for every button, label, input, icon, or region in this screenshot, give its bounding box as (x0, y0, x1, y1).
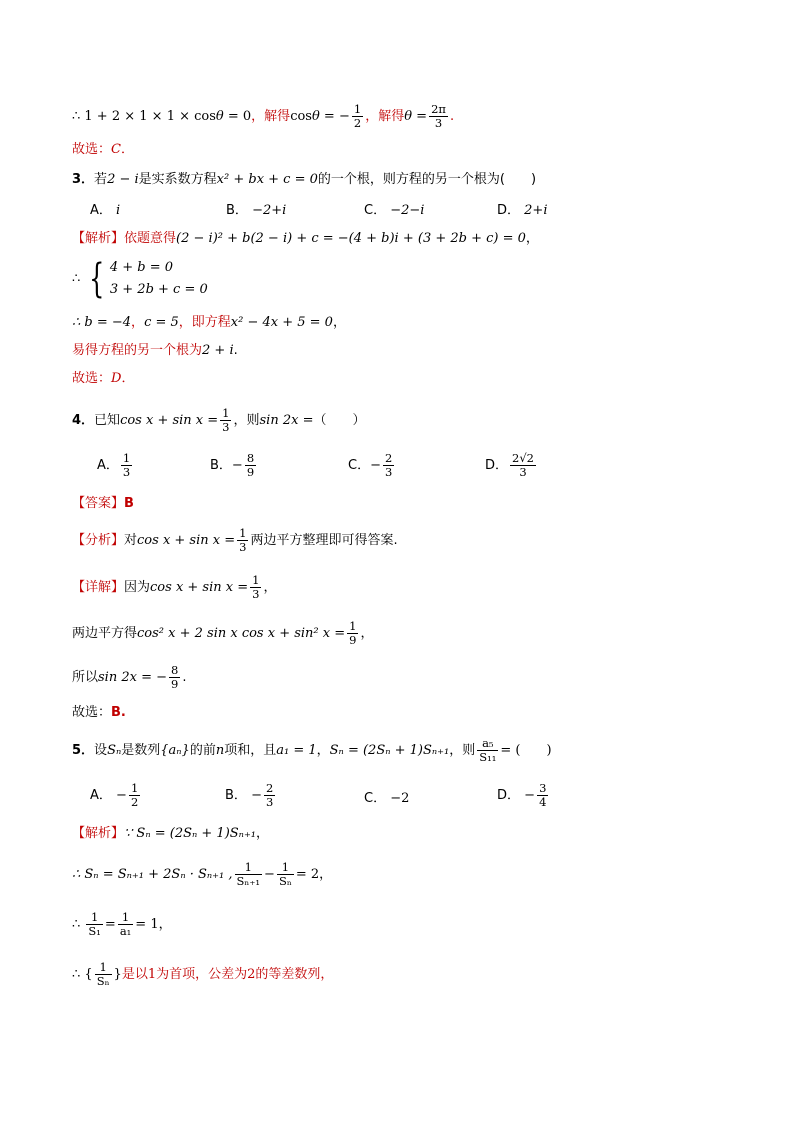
equation-row: 3 + 2b + c = 0 (109, 282, 208, 297)
math-expr: cos x + sin x = (120, 413, 219, 428)
math-expr: sin 2x = (259, 413, 314, 428)
option-c: C．− $\frac{2}{3}$ (348, 451, 393, 479)
solution-tag: 【解析】 (72, 826, 125, 841)
option-a: A． i (90, 203, 121, 218)
option-d: D． 2+i (497, 203, 548, 218)
text: 若 (94, 172, 108, 187)
math-expr: (2 − i)² + b(2 − i) + c = −(4 + b)i + (3 + 2b + c) = 0 (176, 231, 526, 246)
q4-answer (72, 494, 734, 514)
fraction: $\frac{1}{2}$ (353, 102, 362, 130)
q4-analysis: 【分析】对cos x + sin x = $\frac{1}{3}$ 两边平方整理即可得答案. (72, 526, 398, 554)
equation-system: { 4 + b = 0 3 + 2b + c = 0 (89, 256, 208, 302)
math-expr: ∴ b = −4 (72, 315, 132, 330)
solution-line-theta (72, 103, 734, 130)
q3-equation-system (72, 257, 734, 302)
math-expr: x² − 4x + 5 = 0 (230, 315, 333, 330)
option-d: D． − $\frac{3}{4}$ (497, 781, 547, 809)
option-c: C． −2 (364, 791, 410, 806)
q4-final: 故选：B. (72, 705, 126, 720)
answer-letter: C (111, 142, 121, 157)
analysis-tag: 【分析】 (72, 533, 125, 548)
text: 依题意得 (124, 231, 177, 246)
math-expr: c = 5 (144, 315, 179, 330)
q5-solution-2: ∴ Sₙ = Sₙ₊₁ + 2Sₙ · Sₙ₊₁ , $\frac{1}{\text{Sₙ₊₁}}$ − $\frac{1}{\text{Sₙ}}$ = 2， (72, 860, 333, 888)
q5-solution-1: 【解析】∵ Sₙ = (2Sₙ + 1)Sₙ₊₁， (72, 826, 270, 841)
equation-row: 4 + b = 0 (109, 260, 174, 275)
option-a: A． $\frac{1}{3}$ (97, 451, 131, 479)
question-number: 4． (72, 413, 95, 428)
math-expr: = − (319, 109, 350, 124)
math-expr: cos (290, 109, 312, 124)
q4-detail-1: 【详解】因为cos x + sin x = $\frac{1}{3}$ ， (72, 573, 277, 601)
q5-solution-3: ∴ $\frac{1}{\text{S₁}}$ = $\frac{1}{\text{a₁}}$ = 1， (72, 910, 172, 938)
question-5: 5．设Sₙ是数列{aₙ}的前n项和，且a₁ = 1，Sₙ = (2Sₙ + 1)Sₙ₊₁，则 $\frac{\text{a₅}}{\text{S₁₁}}$ = ( ) (72, 736, 552, 764)
text: ，解得 (251, 109, 291, 124)
question-number: 3． (72, 172, 95, 187)
math-expr: 2 − i (107, 172, 139, 187)
math-expr: ∴ 1 + 2 × 1 × 1 × cos (72, 109, 216, 124)
math-var: θ (404, 109, 413, 124)
fraction: $\frac{2\pi}{3}$ (431, 102, 446, 130)
text: 易得方程的另一个根为 (72, 343, 203, 358)
option-a: A． − $\frac{1}{2}$ (90, 781, 139, 809)
question-3 (72, 170, 734, 190)
q3-solution-1 (72, 229, 734, 249)
answer-tag: 【答案】 (72, 496, 125, 511)
text: ，解得 (365, 109, 405, 124)
text: 是实系数方程 (138, 172, 217, 187)
question-4: 4．已知cos x + sin x = $\frac{1}{3}$ ，则sin 2x =（ ） (72, 406, 366, 434)
fraction: $\frac{1}{3}$ (222, 406, 230, 434)
solution-tag: 【解析】 (72, 231, 125, 246)
q4-detail-3: 所以sin 2x = − $\frac{8}{9}$ . (72, 663, 187, 691)
option-b: B． −2+i (226, 203, 287, 218)
question-number: 5． (72, 743, 95, 758)
option-d: D． $\frac{2√2}{3}$ (485, 451, 534, 479)
math-expr: x² + bx + c = 0 (216, 172, 318, 187)
math-expr: = (412, 109, 428, 124)
text: 故选： (72, 142, 112, 157)
math-var: θ (215, 109, 224, 124)
text: 的一个根，则方程的另一个根为( ) (317, 172, 537, 187)
option-b: B．− $\frac{8}{9}$ (210, 451, 255, 479)
answer-letter: B. (111, 705, 126, 720)
detail-tag: 【详解】 (72, 580, 125, 595)
answer-line-c (72, 140, 734, 160)
answer-line-d: 故选：D． (72, 371, 135, 386)
text: ，即方程 (178, 315, 231, 330)
text: ， (525, 231, 539, 246)
therefore-symbol: ∴ (72, 271, 81, 287)
q3-solution-3: ∴ b = −4，c = 5，即方程x² − 4x + 5 = 0， (72, 315, 346, 330)
q5-solution-4: ∴ { $\frac{1}{\text{Sₙ}}$ }是以1为首项，公差为2的等差数列， (72, 960, 334, 988)
option-c: C． −2−i (364, 203, 425, 218)
option-b: B． − $\frac{2}{3}$ (225, 781, 274, 809)
answer-letter: D (111, 371, 122, 386)
q3-solution-4: 易得方程的另一个根为2 + i. (72, 343, 238, 358)
text: ． (120, 142, 134, 157)
answer-letter: B (124, 496, 134, 511)
math-var: θ (311, 109, 320, 124)
text: . (449, 109, 455, 124)
math-expr: 2 + i (202, 343, 234, 358)
q4-detail-2: 两边平方得cos² x + 2 sin x cos x + sin² x = $\frac{1}{9}$ ， (72, 619, 374, 647)
math-expr: = 0 (223, 109, 252, 124)
